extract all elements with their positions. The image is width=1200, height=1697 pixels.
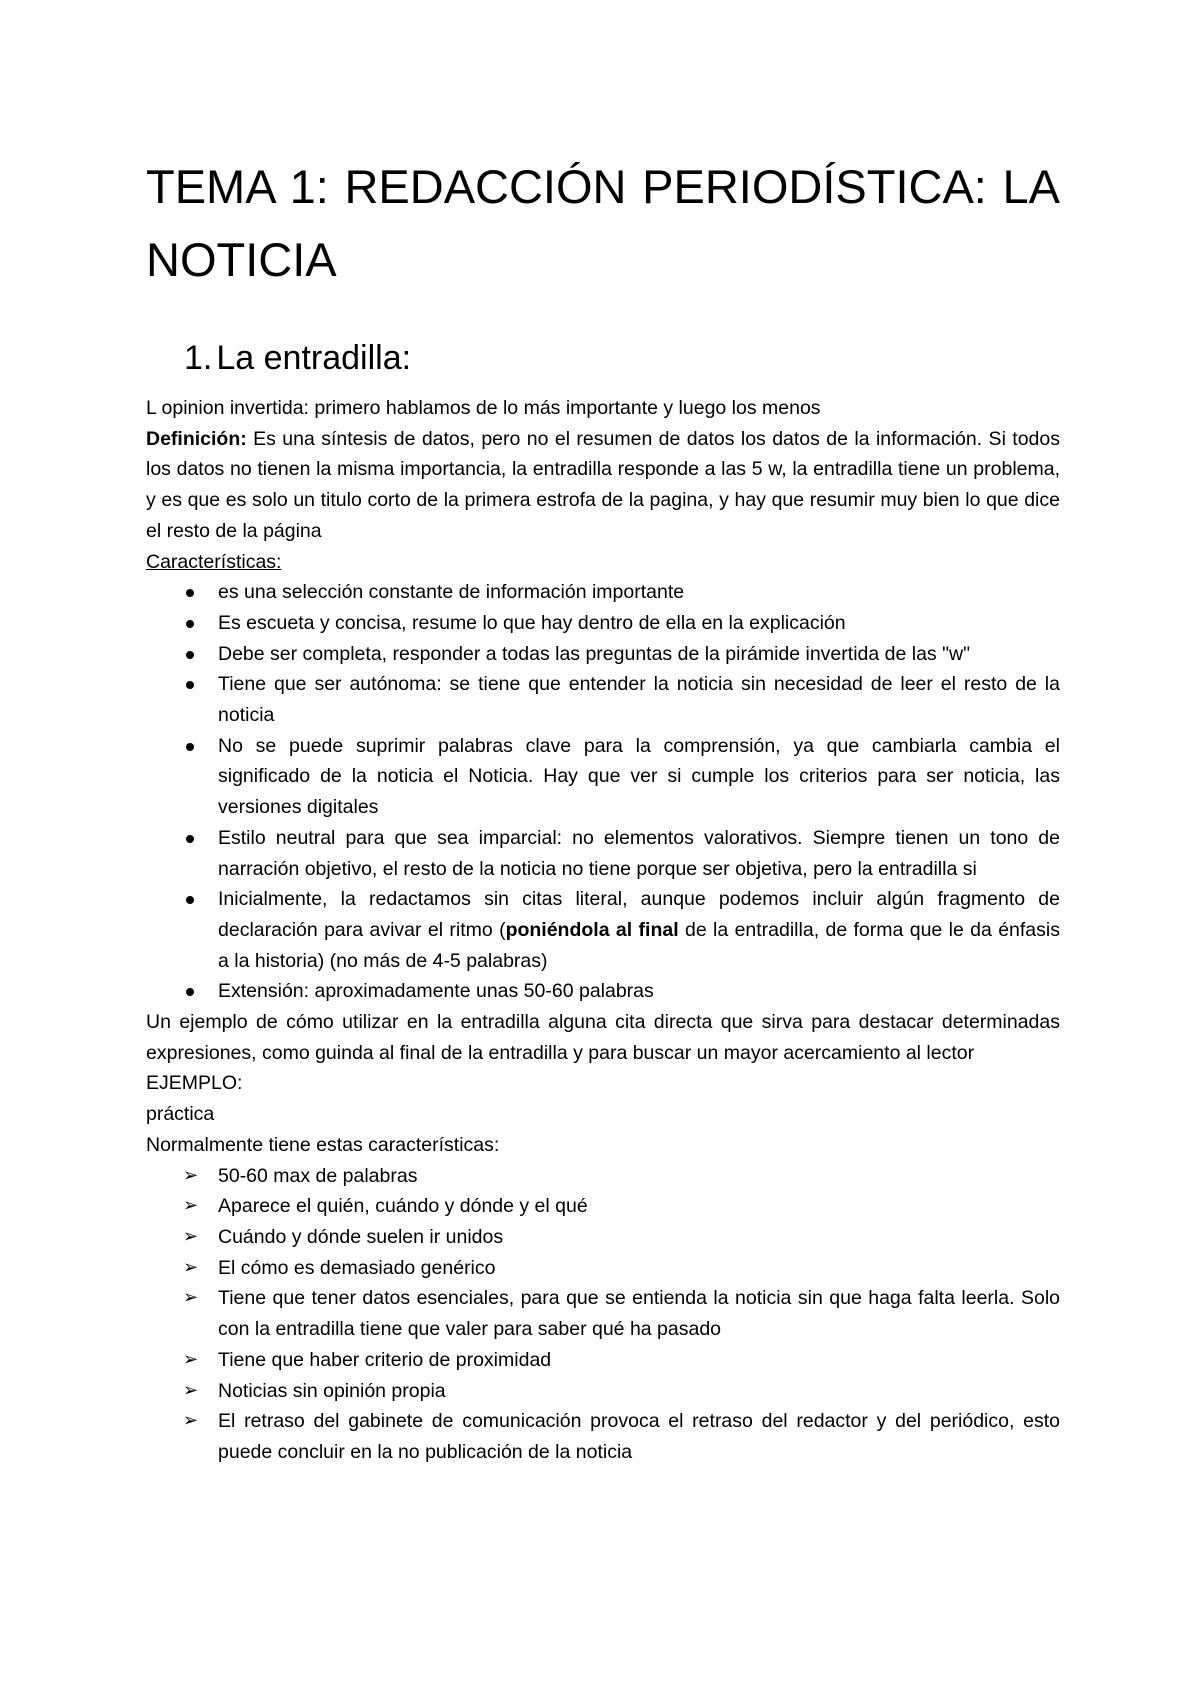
definition-paragraph [146,424,1060,547]
characteristics-heading-text: Características: [146,550,282,573]
list-item: ➢ Aparece el quién, cuándo y dónde y el qué [146,1191,1060,1222]
definition-text: Es una síntesis de datos, pero no el resumen de datos los datos de la información. Si todos los datos no tienen la misma importancia, la entradilla responde a las 5 w, la entradilla tiene un problema, y es que es solo un titulo corto de la primera estrofa de la pagina, y hay que resumir muy bien lo que dice el resto de la página [146,427,1060,542]
list-item: Extensión: aproximadamente unas 50-60 palabras [146,976,1060,1007]
page-title: TEMA 1: REDACCIÓN PERIODÍSTICA: LA NOTICIA [146,160,1060,286]
section-label: La entradilla: [216,339,412,377]
characteristics-list [146,577,1060,1007]
list-item: ➢ 50-60 max de palabras [146,1161,1060,1192]
example-label: EJEMPLO: [146,1072,243,1095]
definition-label: Definición: [146,427,247,450]
list-item: es una selección constante de información importante [146,577,1060,608]
characteristics-heading [146,547,1060,578]
list-item: ➢ Tiene que haber criterio de proximidad [146,1345,1060,1376]
list-item: No se puede suprimir palabras clave para la comprensión, ya que cambiarla cambia el significado de la noticia el Noticia. Hay que ver si cumple los criterios para ser noticia, las versiones digitales [146,731,1060,823]
quote-text-after: de la entradilla, de forma que le da énfasis a la historia) (no más de 4-5 palabras) [218,918,1060,972]
document-page [146,150,1060,1468]
list-item: Debe ser completa, responder a todas las preguntas de la pirámide invertida de las "w" [146,639,1060,670]
list-item: ➢ El cómo es demasiado genérico [146,1253,1060,1284]
intro-paragraph: L opinion invertida: primero hablamos de lo más importante y luego los menos [146,397,821,419]
list-item: Estilo neutral para que sea imparcial: no elementos valorativos. Siempre tienen un tono de narración objetivo, el resto de la noticia no tiene porque ser objetiva, pero la entradilla si [146,823,1060,884]
example-paragraph: Un ejemplo de cómo utilizar en la entradilla alguna cita directa que sirva para destacar determinadas expresiones, como guinda al final de la entradilla y para buscar un mayor acercamiento al lector [146,1011,1060,1064]
list-item: ➢ Cuándo y dónde suelen ir unidos [146,1222,1060,1253]
list-item: ➢ Tiene que tener datos esenciales, para que se entienda la noticia sin que haga falta leerla. Solo con la entradilla tiene que valer para saber qué ha pasado [146,1283,1060,1344]
list-item: Es escueta y concisa, resume lo que hay dentro de ella en la explicación [146,608,1060,639]
list-item [146,884,1060,976]
normal-heading: Normalmente tiene estas características: [146,1133,500,1156]
list-item: ➢ Noticias sin opinión propia [146,1376,1060,1407]
practice-label: práctica [146,1103,215,1126]
section-heading [146,331,1060,386]
list-item: Tiene que ser autónoma: se tiene que entender la noticia sin necesidad de leer el resto de la noticia [146,669,1060,730]
normal-characteristics-list [146,1161,1060,1468]
quote-text-before: Inicialmente, la redactamos sin citas literal, aunque podemos incluir algún fragmento de declaración para avivar el ritmo ( [218,888,1060,941]
quote-text-bold: poniéndola al final [505,918,679,941]
list-item: ➢ El retraso del gabinete de comunicación provoca el retraso del redactor y del periódico, esto puede concluir en la no publicación de la noticia [146,1406,1060,1467]
section-number: 1. [184,339,213,377]
